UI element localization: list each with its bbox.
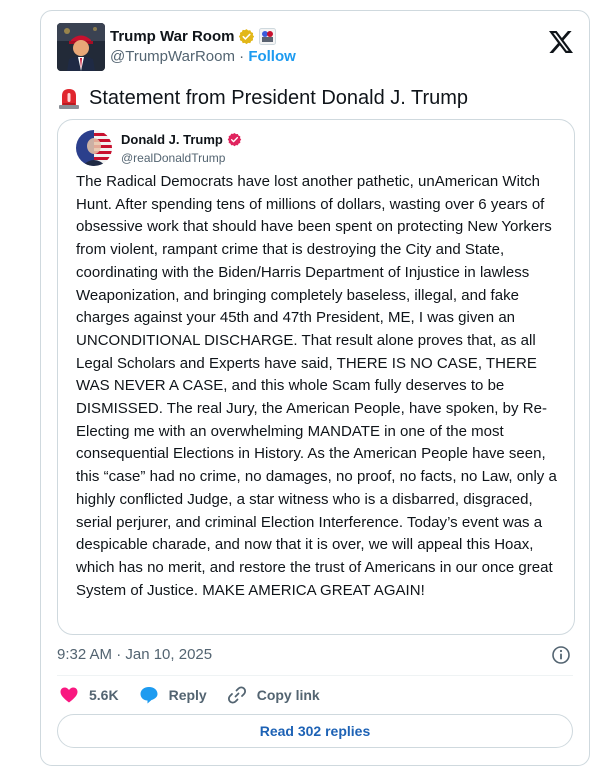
author-display-name[interactable]: Trump War Room bbox=[110, 27, 235, 45]
author-avatar[interactable] bbox=[57, 23, 105, 71]
link-icon bbox=[227, 685, 247, 705]
quoted-name-block bbox=[121, 130, 242, 167]
tweet-timestamp[interactable]: 9:32 AM · Jan 10, 2025 bbox=[57, 646, 213, 663]
quoted-author-avatar[interactable] bbox=[76, 130, 112, 166]
tweet-text-content: Statement from President Donald J. Trump bbox=[89, 87, 469, 109]
handle-separator: · bbox=[234, 48, 249, 65]
affiliate-badge-icon[interactable] bbox=[259, 28, 276, 45]
like-count: 5.6K bbox=[89, 687, 119, 703]
reply-bubble-icon bbox=[139, 685, 159, 705]
x-logo-icon[interactable] bbox=[549, 31, 573, 53]
siren-emoji-icon bbox=[57, 86, 81, 110]
action-bar bbox=[59, 685, 340, 705]
author-name-block bbox=[110, 25, 296, 67]
verified-gold-badge-icon bbox=[238, 28, 255, 45]
reply-button[interactable] bbox=[139, 685, 207, 705]
heart-icon bbox=[59, 685, 79, 705]
like-button[interactable] bbox=[59, 685, 119, 705]
quoted-body-text: The Radical Democrats have lost another pathetic, unAmerican Witch Hunt. After spending tens of millions of dollars, wasting over 6 years of obsessive work that should have been spent on protecting New Yorkers from violent, rampant crime that is destroying the City and State, coordinating with the Biden/Harris Department of Injustice in lawless Weaponization, and bringing completely baseless, illegal, and fake charges against your 45th and 47th President, ME, I was given an UNCONDITIONAL DISCHARGE. That result alone proves that, as all Legal Scholars and Experts have said, THERE IS NO CASE, THERE WAS NEVER A CASE, and this whole Scam fully deserves to be DISMISSED. The real Jury, the American People, have spoken, by Re-Electing me with an overwhelming MANDATE in one of the most consequential Elections in History. As the American People have seen, this “case” had no crime, no damages, no proof, no facts, no Law, only a highly conflicted Judge, a star witness who is a disbarred, disgraced, serial perjurer, and criminal Election Interference. Today’s event was a despicable charade, and now that it is over, we will appeal this Hoax, which has no merit, and restore the trust of Americans in our once great System of Justice. MAKE AMERICA GREAT AGAIN! bbox=[76, 173, 557, 599]
verified-badge-icon bbox=[227, 132, 242, 147]
handle-row bbox=[110, 47, 296, 67]
read-replies-button[interactable]: Read 302 replies bbox=[57, 714, 573, 748]
follow-button[interactable]: Follow bbox=[248, 48, 296, 65]
copy-link-button[interactable] bbox=[227, 685, 320, 705]
divider bbox=[57, 675, 573, 676]
copy-link-label: Copy link bbox=[256, 687, 320, 703]
quoted-display-name[interactable]: Donald J. Trump bbox=[121, 131, 223, 147]
tweet-text bbox=[57, 85, 573, 111]
quoted-tweet[interactable] bbox=[57, 119, 575, 635]
tweet-card bbox=[40, 10, 590, 766]
author-handle[interactable]: @TrumpWarRoom bbox=[110, 48, 235, 65]
reply-label: Reply bbox=[168, 687, 207, 703]
tweet-header bbox=[57, 23, 573, 73]
info-icon[interactable] bbox=[551, 645, 571, 665]
quoted-handle[interactable]: @realDonaldTrump bbox=[121, 151, 226, 165]
